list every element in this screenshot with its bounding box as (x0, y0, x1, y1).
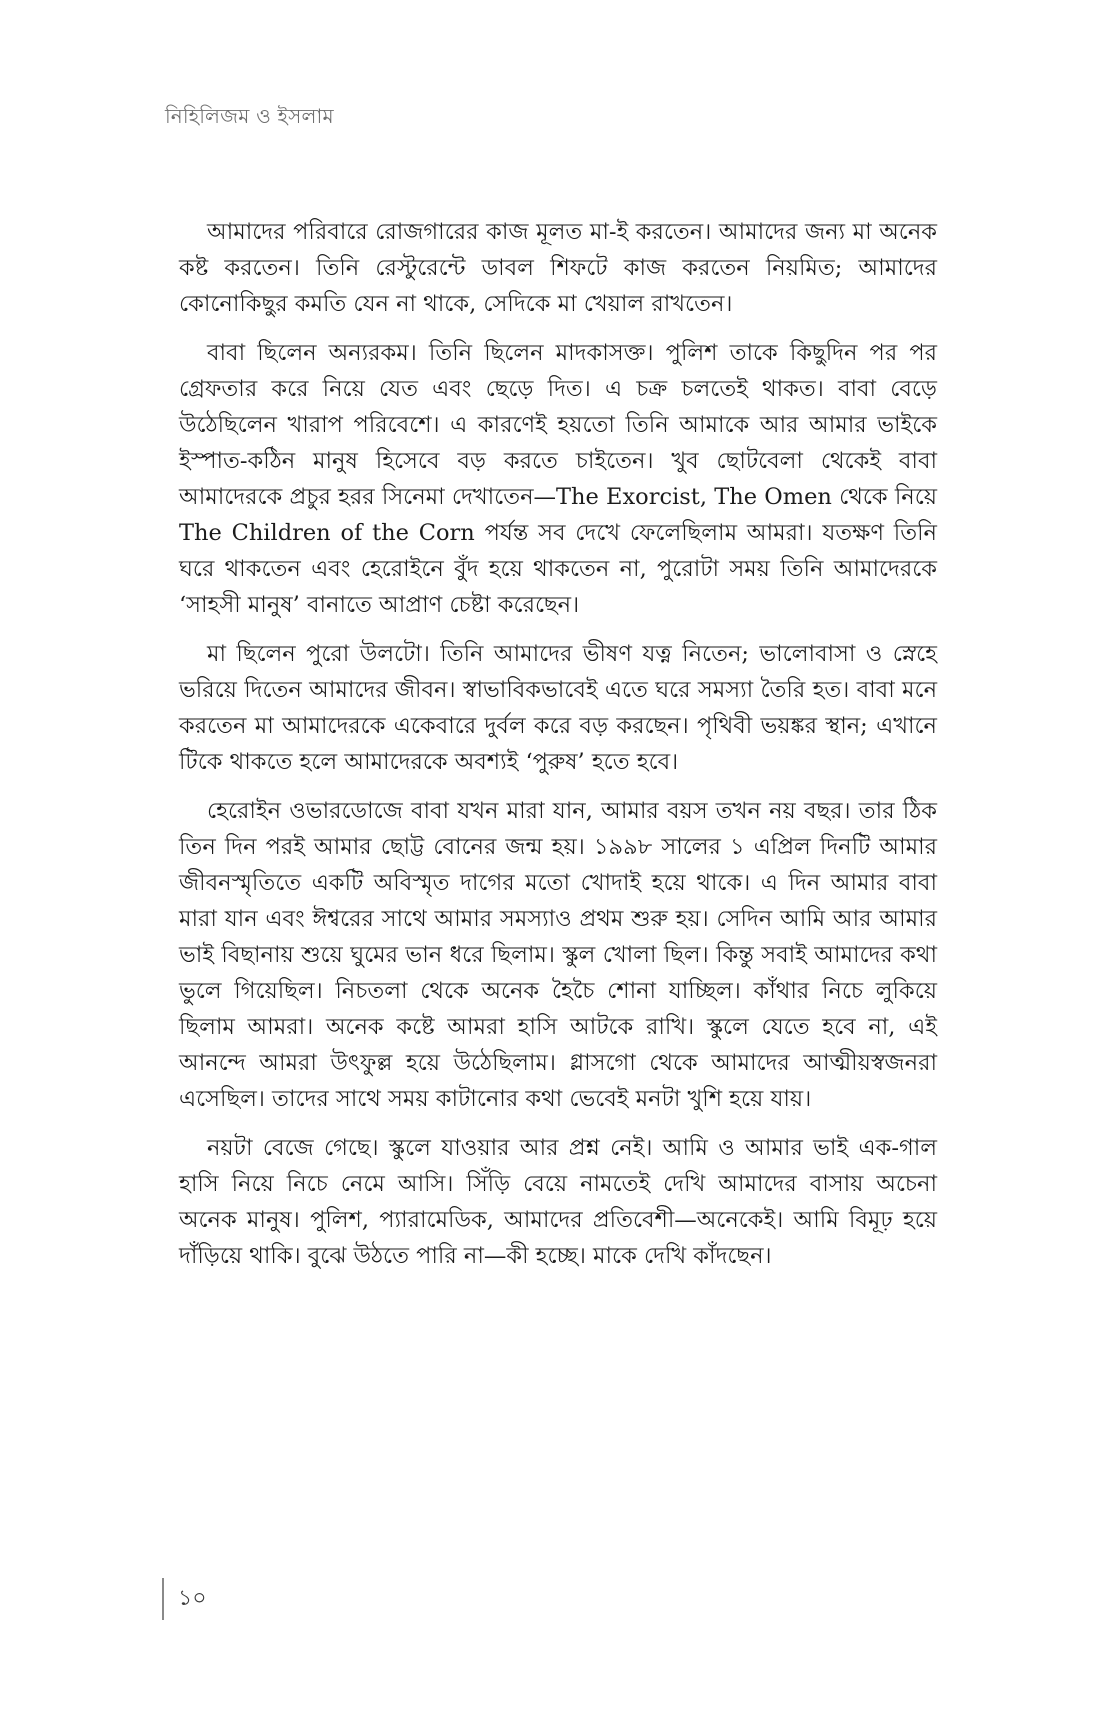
paragraph: হেরোইন ওভারডোজে বাবা যখন মারা যান, আমার বয়স তখন নয় বছর। তার ঠিক তিন দিন পরই আমার ছোট্ট বোনের জন্ম হয়। ১৯৯৮ সালের ১ এপ্রিল দিনটি আমার জীবনস্মৃতিতে একটি অবিস্মৃত দাগের মতো খোদাই হয়ে থাকে। এ দিন আমার বাবা মারা যান এবং ঈশ্বরের সাথে আমার সমস্যাও প্রথম শুরু হয়। সেদিন আমি আর আমার ভাই বিছানায় শুয়ে ঘুমের ভান ধরে ছিলাম। স্কুল খোলা ছিল। কিন্তু সবাই আমাদের কথা ভুলে গিয়েছিল। নিচতলা থেকে অনেক হৈচৈ শোনা যাচ্ছিল। কাঁথার নিচে লুকিয়ে ছিলাম আমরা। অনেক কষ্টে আমরা হাসি আটকে রাখি। স্কুলে যেতে হবে না, এই আনন্দে আমরা উৎফুল্ল হয়ে উঠেছিলাম। গ্লাসগো থেকে আমাদের আত্মীয়স্বজনরা এসেছিল। তাদের সাথে সময় কাটানোর কথা ভেবেই মনটা খুশি হয়ে যায়। (179, 798, 937, 1112)
body-text (179, 214, 937, 1287)
running-head: নিহিলিজম ও ইসলাম (165, 104, 334, 128)
paragraph: মা ছিলেন পুরো উলটো। তিনি আমাদের ভীষণ যত্ন নিতেন; ভালোবাসা ও স্নেহে ভরিয়ে দিতেন আমাদের জীবন। স্বাভাবিকভাবেই এতে ঘরে সমস্যা তৈরি হত। বাবা মনে করতেন মা আমাদেরকে একেবারে দুর্বল করে বড় করছেন। পৃথিবী ভয়ঙ্কর স্থান; এখানে টিকে থাকতে হলে আমাদেরকে অবশ্যই ‘পুরুষ’ হতে হবে। (179, 641, 937, 775)
paragraph: বাবা ছিলেন অন্যরকম। তিনি ছিলেন মাদকাসক্ত। পুলিশ তাকে কিছুদিন পর পর গ্রেফতার করে নিয়ে যেত এবং ছেড়ে দিত। এ চক্র চলতেই থাকত। বাবা বেড়ে উঠেছিলেন খারাপ পরিবেশে। এ কারণেই হয়তো তিনি আমাকে আর আমার ভাইকে ইস্পাত-কঠিন মানুষ হিসেবে বড় করতে চাইতেন। খুব ছোটবেলা থেকেই বাবা আমাদেরকে প্রচুর হরর সিনেমা দেখাতেন—The Exorcist, The Omen থেকে নিয়ে The Children of the Corn পর্যন্ত সব দেখে ফেলেছিলাম আমরা। যতক্ষণ তিনি ঘরে থাকতেন এবং হেরোইনে বুঁদ হয়ে থাকতেন না, পুরোটা সময় তিনি আমাদেরকে ‘সাহসী মানুষ’ বানাতে আপ্রাণ চেষ্টা করেছেন। (179, 340, 937, 618)
page-number: ১০ (162, 1578, 207, 1620)
paragraph: নয়টা বেজে গেছে। স্কুলে যাওয়ার আর প্রশ্ন নেই। আমি ও আমার ভাই এক-গাল হাসি নিয়ে নিচে নেমে আসি। সিঁড়ি বেয়ে নামতেই দেখি আমাদের বাসায় অচেনা অনেক মানুষ। পুলিশ, প্যারামেডিক, আমাদের প্রতিবেশী—অনেকেই। আমি বিমূঢ় হয়ে দাঁড়িয়ে থাকি। বুঝে উঠতে পারি না—কী হচ্ছে। মাকে দেখি কাঁদছেন। (179, 1135, 937, 1269)
paragraph: আমাদের পরিবারে রোজগারের কাজ মূলত মা-ই করতেন। আমাদের জন্য মা অনেক কষ্ট করতেন। তিনি রেস্টুরেন্টে ডাবল শিফটে কাজ করতেন নিয়মিত; আমাদের কোনোকিছুর কমতি যেন না থাকে, সেদিকে মা খেয়াল রাখতেন। (179, 219, 937, 317)
